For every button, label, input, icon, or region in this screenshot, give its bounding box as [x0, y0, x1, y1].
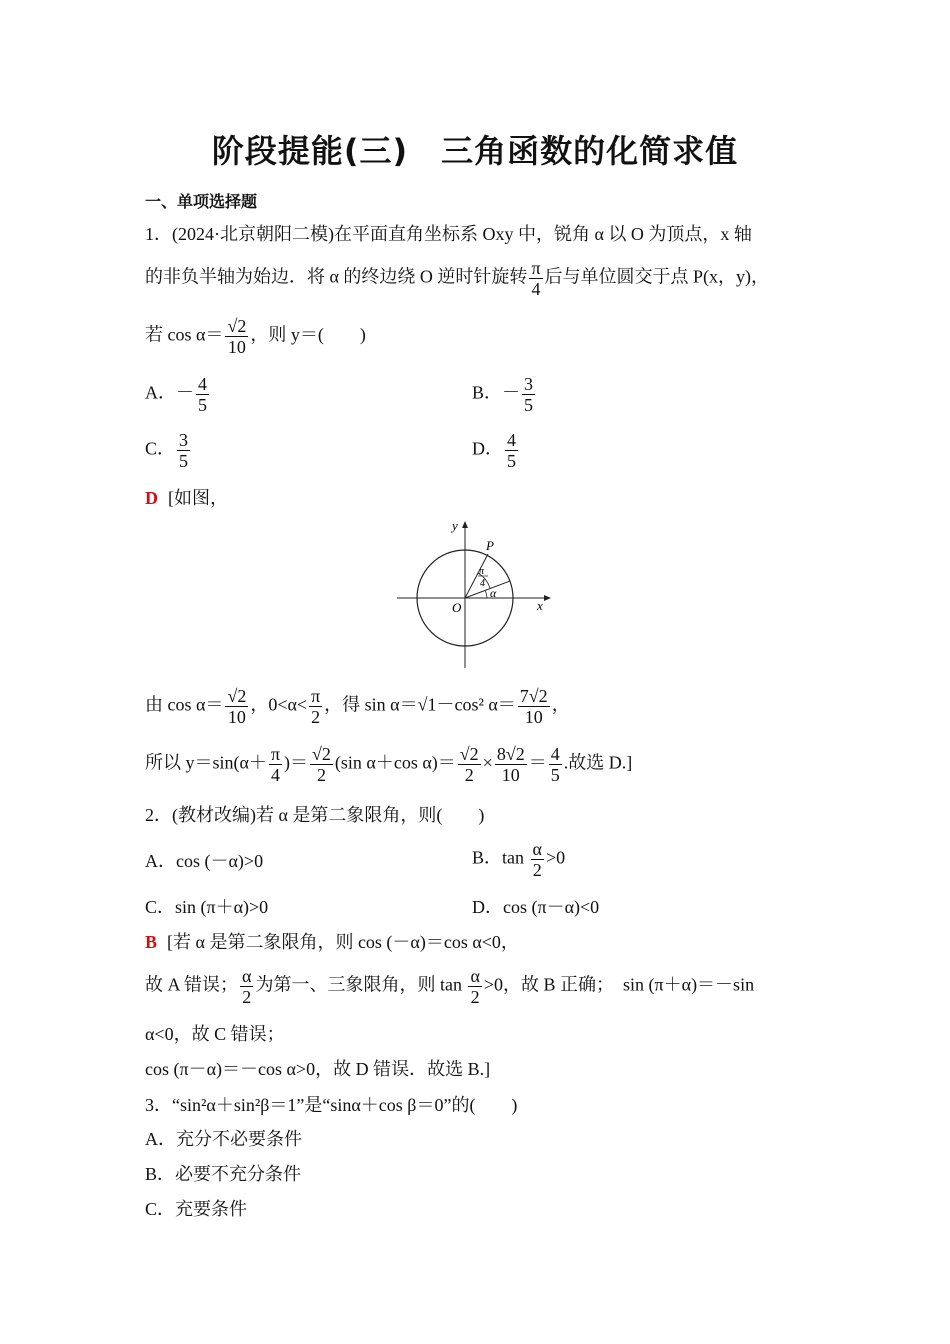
numerator: π: [270, 744, 281, 764]
solution-text: 为第一、三象限角，则 tan: [255, 974, 467, 995]
denominator: 2: [470, 987, 480, 1007]
answer-badge: B: [145, 932, 158, 952]
y-label: y: [452, 518, 458, 533]
q1-stem-line3: [145, 316, 366, 357]
option-label: B．tan: [472, 847, 529, 868]
denominator: 5: [198, 395, 207, 415]
numerator: √2: [227, 686, 247, 706]
numerator: 8√2: [496, 744, 525, 764]
fraction: [522, 374, 535, 415]
x-label: x: [537, 598, 543, 613]
numerator: α: [242, 966, 252, 986]
solution-text: ，: [551, 694, 570, 715]
numerator: √2: [227, 316, 247, 336]
q1-stem-text: 后与单位圆交于点 P(x，y)，: [544, 266, 770, 287]
numerator: √2: [312, 744, 331, 764]
option-label: A．－: [145, 382, 194, 403]
solution-text: ，0<α<: [250, 694, 308, 715]
numerator: 4: [507, 430, 516, 450]
numerator: π: [311, 686, 321, 706]
denominator: 10: [524, 707, 543, 727]
fraction: [269, 744, 282, 785]
q1-stem-text: 的非负半轴为始边．将 α 的终边绕 O 逆时针旋转: [145, 266, 528, 287]
q3-stem: 3．“sin²α＋sin²β＝1”是“sinα＋cos β＝0”的( ): [145, 1095, 518, 1115]
fraction: [196, 374, 209, 415]
fraction: [495, 744, 527, 785]
fraction: [549, 744, 562, 785]
q2-option-c[interactable]: C．sin (π＋α)>0: [145, 897, 269, 917]
numerator: √2: [459, 744, 479, 764]
solution-text: [若 α 是第二象限角，则 cos (－α)＝cos α<0，: [167, 932, 519, 952]
option-label: B．－: [472, 382, 521, 403]
q1-option-c[interactable]: [145, 430, 192, 471]
q2-solution-line3: α<0，故 C 错误；: [145, 1024, 285, 1044]
section-heading: 一、单项选择题: [145, 192, 258, 211]
denominator: 2: [316, 765, 326, 785]
numerator: α: [532, 839, 542, 859]
fraction: [177, 430, 190, 471]
denominator: 2: [532, 860, 542, 880]
point-p-label: P: [486, 538, 494, 553]
solution-text: 所以 y＝sin(α＋: [145, 752, 267, 773]
fraction: [309, 686, 322, 727]
q1-stem-line1: 1．(2024·北京朝阳二模)在平面直角坐标系 Oxy 中，锐角 α 以 O 为顶点，x 轴: [145, 224, 752, 244]
q2-solution-line2: [145, 966, 754, 1007]
denominator: 10: [227, 337, 246, 357]
denominator: 2: [311, 707, 321, 727]
q1-option-d[interactable]: [472, 430, 520, 471]
numerator: 4: [550, 744, 560, 764]
numerator: π: [531, 258, 541, 278]
denominator: 2: [242, 987, 252, 1007]
q2-option-b[interactable]: [472, 839, 565, 880]
denominator: 2: [464, 765, 474, 785]
denominator: 10: [227, 707, 246, 727]
solution-text: 由 cos α＝: [145, 694, 224, 715]
q1-option-b[interactable]: [472, 374, 537, 415]
denominator: 4: [531, 279, 541, 299]
option-label: C．: [145, 438, 176, 459]
q2-option-a[interactable]: A．cos (－α)>0: [145, 851, 264, 871]
q2-stem: 2．(教材改编)若 α 是第二象限角，则( ): [145, 805, 485, 825]
terminal-side-alpha: [465, 581, 510, 598]
q2-solution-line4: cos (π－α)＝－cos α>0，故 D 错误．故选 B.]: [145, 1059, 491, 1079]
fraction: [310, 744, 333, 785]
denominator: 5: [524, 395, 534, 415]
solution-text: .故选 D.]: [563, 752, 633, 773]
four-label: 4: [480, 578, 485, 589]
origin-label: O: [452, 600, 462, 615]
numerator: 3: [524, 374, 534, 394]
numerator: α: [470, 966, 480, 986]
q2-answer-line: [145, 930, 519, 954]
q1-stem-text: 若 cos α＝: [145, 324, 224, 345]
solution-text: >0，故 B 正确； sin (π＋α)＝－sin: [483, 974, 755, 995]
numerator: 3: [179, 430, 189, 450]
y-axis-arrow: [462, 521, 468, 528]
denominator: 5: [507, 451, 516, 471]
denominator: 10: [501, 765, 520, 785]
alpha-label: α: [490, 586, 497, 600]
angle-arc-alpha: [485, 590, 487, 598]
denominator: 4: [270, 765, 280, 785]
fraction: [518, 686, 550, 727]
q1-solution-line2: [145, 744, 632, 785]
fraction: [531, 839, 544, 880]
option-text: >0: [545, 847, 566, 868]
solution-text: ＝: [528, 752, 547, 773]
solution-text: ×: [482, 752, 493, 773]
numerator: 7√2: [519, 686, 548, 706]
answer-text: [如图，: [168, 488, 228, 508]
x-axis-arrow: [544, 595, 551, 601]
fraction: [505, 430, 518, 471]
fraction: [529, 258, 542, 299]
unit-circle-figure: [392, 516, 557, 672]
pi-label: π: [479, 566, 485, 577]
q1-stem-line2: [145, 258, 769, 299]
solution-text: ，得 sin α＝√1－cos² α＝: [324, 694, 516, 715]
answer-badge: D: [145, 488, 158, 508]
q3-option-a[interactable]: A．充分不必要条件: [145, 1129, 302, 1149]
denominator: 5: [179, 451, 189, 471]
denominator: 5: [550, 765, 560, 785]
numerator: 4: [198, 374, 207, 394]
fraction: [240, 966, 253, 1007]
q2-option-d[interactable]: D．cos (π－α)<0: [472, 897, 600, 917]
fraction: [468, 966, 481, 1007]
fraction: [225, 316, 248, 357]
q1-stem-text: ，则 y＝( ): [250, 324, 366, 345]
option-label: D．: [472, 438, 503, 459]
solution-text: )＝: [284, 752, 309, 773]
fraction: [458, 744, 481, 785]
page-title: 阶段提能(三) 三角函数的化简求值: [211, 132, 739, 170]
q1-solution-line1: [145, 686, 570, 727]
q1-answer-line: [145, 486, 228, 510]
solution-text: 故 A 错误；: [145, 974, 239, 995]
q3-option-b[interactable]: B．必要不充分条件: [145, 1164, 302, 1184]
fraction: [225, 686, 248, 727]
q1-option-a[interactable]: [145, 374, 211, 415]
q3-option-c[interactable]: C．充要条件: [145, 1199, 248, 1219]
solution-text: (sin α＋cos α)＝: [334, 752, 456, 773]
